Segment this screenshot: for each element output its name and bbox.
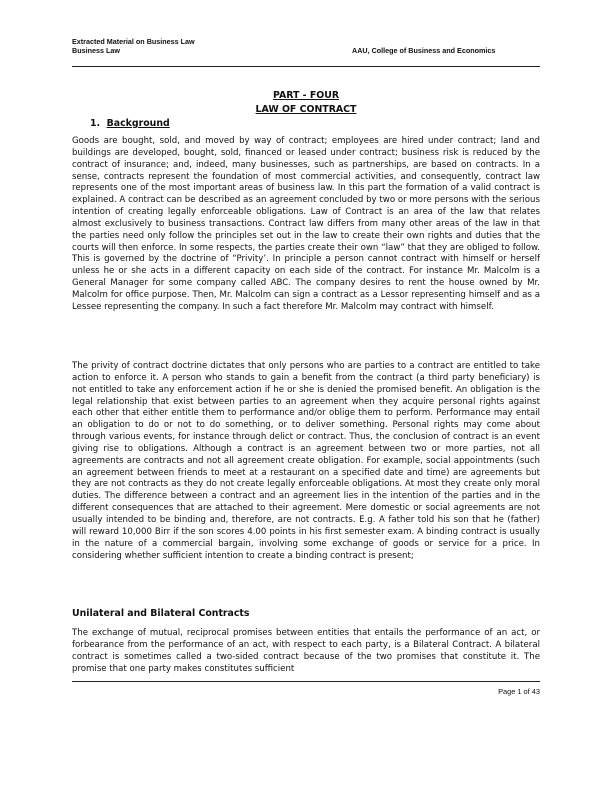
subject-title — [0, 104, 612, 115]
paragraph-background: Goods are bought, sold, and moved by way of contract; employees are hired under contract; land and buildings are developed, bought, sold, financed or leased under contract; business risk is reduced by the contract of insurance; and, indeed, many businesses, such as partnerships, are based on contracts. In a sense, contracts represent the foundation of most commercial activities, and consequently, contract law represents one of the most important areas of business law. In this part the formation of a valid contract is explained. A contract can be described as an agreement concluded by two or more persons with the serious intention of creating legally enforceable obligations. Law of Contract is an area of the law that relates almost exclusively to business transactions. Contract law differs from many other areas of the law in that the parties need only follow the principles set out in the law to create their own rights and duties that the courts will then enforce. In some respects, the parties create their own “law” that they are obliged to follow. This is governed by the doctrine of “Privity’. In principle a person cannot contract with himself or herself unless he or she acts in a different capacity on each side of the contract. For instance Mr. Malcolm is a General Manager for some company called ABC. The company desires to rent the house owned by Mr. Malcolm for office purpose. Then, Mr. Malcolm can sign a contract as a Lessor representing himself and as a Lessee representing the company. In such a fact therefore Mr. Malcolm may contract with himself. — [72, 136, 540, 312]
subject-title-text: LAW OF CONTRACT — [255, 104, 357, 115]
page-number: Page 1 of 43 — [498, 687, 540, 696]
part-title-text: PART - FOUR — [272, 90, 340, 101]
section-number: 1. — [90, 118, 101, 129]
footer-divider — [72, 681, 540, 682]
paragraph-bilateral: The exchange of mutual, reciprocal promises between entities that entails the performance of an act, or forbearance from the performance of an act, with respect to each party, is a Bilateral Contract. A bilateral contract is sometimes called a two-sided contract because of the two promises that constitute it. The promise that one party makes constitutes sufficient — [72, 628, 540, 674]
header-left-line1: Extracted Material on Business Law — [72, 37, 195, 46]
header-divider — [72, 66, 540, 67]
header-left-line2: Business Law — [72, 46, 120, 55]
paragraph-privity: The privity of contract doctrine dictates that only persons who are parties to a contract are entitled to take action to enforce it. A person who stands to gain a benefit from the contract (a third party beneficiary) is not entitled to take any enforcement action if he or she is denied the promised benefit. An obligation is the legal relationship that exist between parties to an agreement when they acquire personal rights against each other that either entitle them to performance and/or oblige them to perform. Performance may entail an obligation to do or not to do something, or to deliver something. Personal rights may come about through various events, for instance through delict or contract. Thus, the conclusion of contract is an event giving rise to obligations. Although a contract is an agreement between two or more parties, not all agreements are contracts and not all agreement create obligation. For example, social appointments (such an agreement between friends to meet at a restaurant on a specified date and time) are agreements but they are not contracts as they do not create legally enforceable obligations. At most they create only moral duties. The difference between a contract and an agreement lies in the intention of the parties and in the different consequences that are attached to their agreement. Mere domestic or social agreements are not usually intended to be binding and, therefore, are not contracts. E.g. A father told his son that he (father) will reward 10,000 Birr if the son scores 4.00 points in his first semester exam. A binding contract is usually in the nature of a commercial bargain, involving some exchange of goods or service for a price. In considering whether sufficient intention to create a binding contract is present; — [72, 361, 540, 561]
section-heading — [90, 118, 170, 129]
subheading-unilateral-bilateral: Unilateral and Bilateral Contracts — [72, 608, 250, 619]
header-right: AAU, College of Business and Economics — [352, 46, 496, 55]
part-title — [0, 90, 612, 101]
section-title: Background — [106, 118, 170, 129]
